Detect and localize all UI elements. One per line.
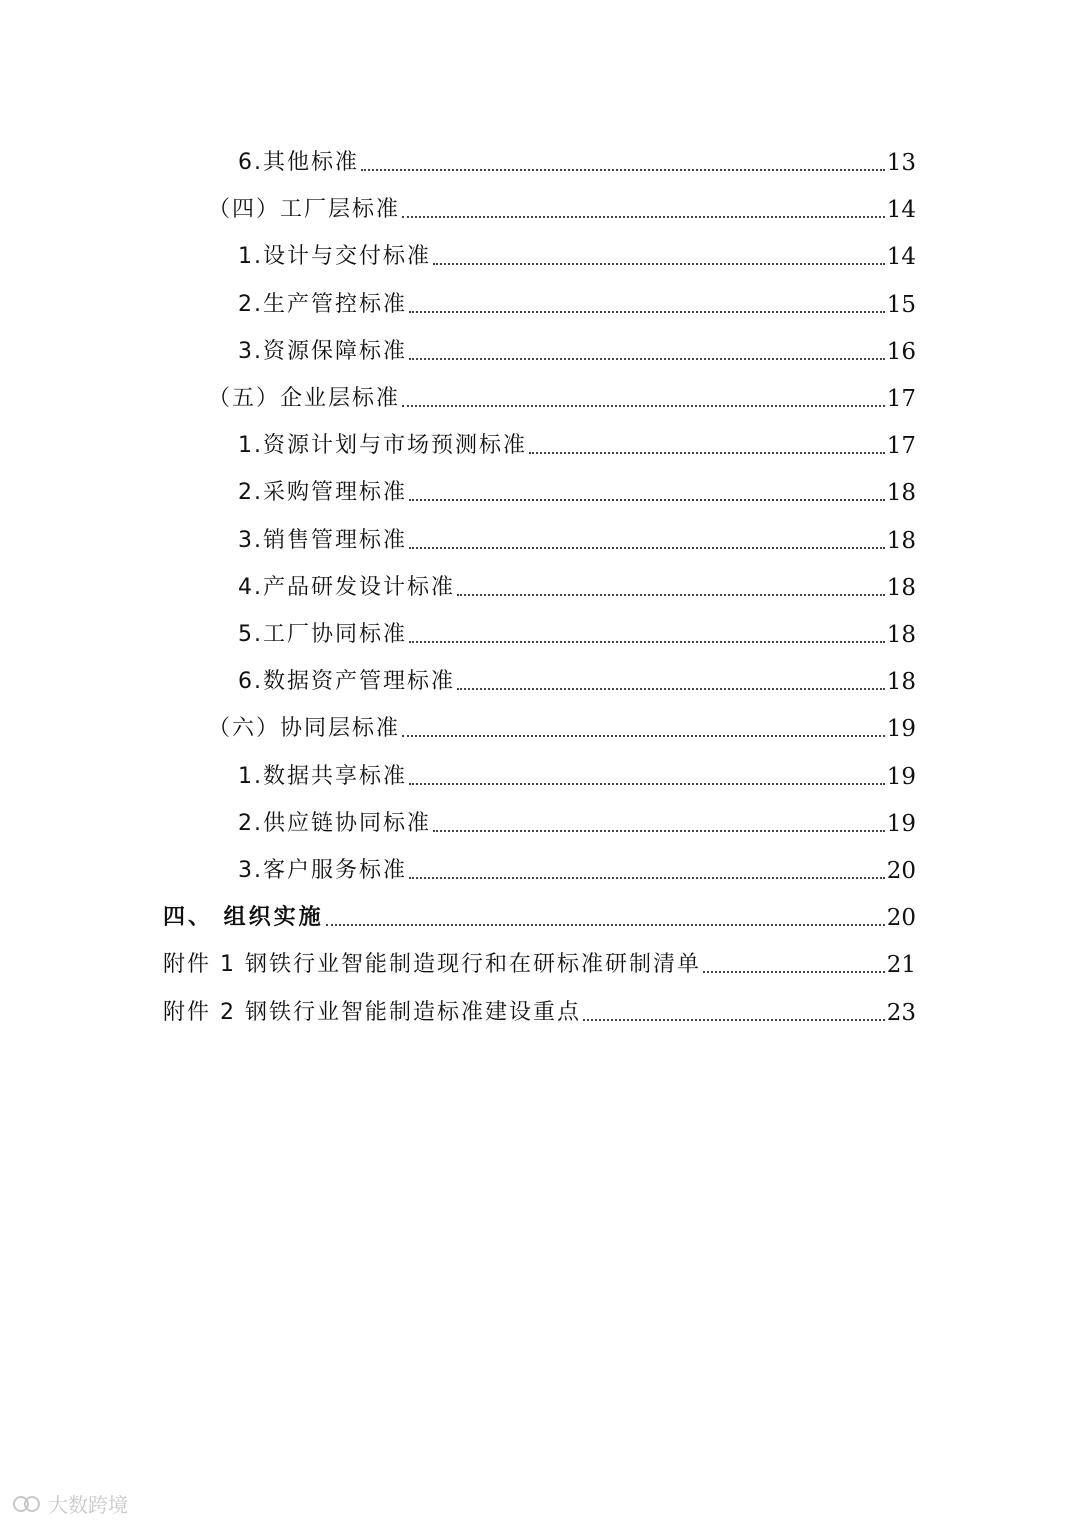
toc-dot-leader bbox=[703, 970, 885, 973]
toc-entry[interactable] bbox=[238, 516, 916, 556]
toc-entry-page-number: 13 bbox=[886, 150, 916, 176]
toc-entry-title: 5.工厂协同标准 bbox=[238, 622, 407, 647]
toc-entry-page-number: 20 bbox=[886, 858, 916, 884]
toc-entry[interactable] bbox=[238, 468, 916, 508]
toc-entry-page-number: 16 bbox=[886, 338, 916, 365]
toc-entry[interactable] bbox=[163, 988, 916, 1028]
toc-entry[interactable] bbox=[208, 374, 916, 414]
toc-entry-page-number: 17 bbox=[886, 386, 916, 412]
toc-entry-title: 2.采购管理标准 bbox=[238, 480, 407, 506]
toc-entry-page-number: 18 bbox=[886, 527, 916, 554]
toc-entry[interactable] bbox=[163, 893, 916, 933]
toc-entry-page-number: 14 bbox=[886, 197, 916, 224]
toc-entry[interactable] bbox=[238, 563, 916, 603]
toc-dot-leader bbox=[409, 876, 885, 879]
brand-logo-icon bbox=[12, 1493, 42, 1515]
toc-entry-page-number: 19 bbox=[886, 810, 916, 837]
toc-dot-leader bbox=[402, 404, 885, 407]
toc-entry-title: 4.产品研发设计标准 bbox=[238, 574, 455, 600]
toc-entry[interactable] bbox=[163, 940, 916, 980]
toc-dot-leader bbox=[409, 498, 885, 501]
toc-dot-leader bbox=[409, 782, 885, 785]
toc-entry-title: 1.数据共享标准 bbox=[238, 763, 407, 789]
toc-entry-page-number: 23 bbox=[886, 999, 916, 1026]
watermark bbox=[12, 1489, 128, 1518]
toc-entry[interactable] bbox=[238, 280, 916, 320]
toc-entry-page-number: 14 bbox=[886, 244, 916, 271]
toc-dot-leader bbox=[409, 546, 885, 549]
toc-dot-leader bbox=[433, 262, 885, 265]
toc-entry-title: 6.数据资产管理标准 bbox=[238, 669, 455, 695]
toc-entry-page-number: 21 bbox=[886, 952, 916, 979]
toc-dot-leader bbox=[409, 640, 885, 643]
toc-entry-page-number: 15 bbox=[886, 291, 916, 318]
toc-dot-leader bbox=[326, 923, 885, 926]
toc-entry-page-number: 18 bbox=[886, 622, 916, 648]
toc-entry-page-number: 17 bbox=[886, 433, 916, 460]
toc-entry-title: 3.销售管理标准 bbox=[238, 527, 407, 553]
toc-entry-title: 2.供应链协同标准 bbox=[238, 810, 431, 836]
toc-entry-title: 1.设计与交付标准 bbox=[238, 244, 431, 270]
toc-dot-leader bbox=[433, 829, 885, 832]
toc-entry-title: （四）工厂层标准 bbox=[208, 197, 401, 223]
toc-entry-title: 1.资源计划与市场预测标准 bbox=[238, 433, 527, 459]
toc-entry[interactable] bbox=[238, 657, 916, 697]
toc-dot-leader bbox=[529, 451, 885, 454]
watermark-text: 大数跨境 bbox=[48, 1493, 128, 1517]
toc-entry-title: （五）企业层标准 bbox=[208, 386, 401, 411]
toc-entry-title: 3.客户服务标准 bbox=[238, 858, 407, 883]
toc-entry-page-number: 20 bbox=[886, 905, 916, 932]
toc-entry-title: 2.生产管控标准 bbox=[238, 291, 407, 317]
toc-entry-page-number: 18 bbox=[886, 480, 916, 507]
toc-entry[interactable] bbox=[238, 610, 916, 650]
toc-dot-leader bbox=[457, 687, 885, 690]
toc-entry-title: 3.资源保障标准 bbox=[238, 338, 407, 364]
toc-dot-leader bbox=[409, 357, 885, 360]
toc-entry[interactable] bbox=[238, 421, 916, 461]
toc-dot-leader bbox=[583, 1018, 885, 1021]
toc-dot-leader bbox=[361, 168, 885, 171]
toc-entry-page-number: 19 bbox=[886, 763, 916, 790]
toc-entry[interactable] bbox=[238, 752, 916, 792]
toc-dot-leader bbox=[402, 215, 885, 218]
toc-entry[interactable] bbox=[208, 704, 916, 744]
toc-entry-page-number: 19 bbox=[886, 716, 916, 743]
toc-dot-leader bbox=[402, 734, 885, 737]
toc-entry-page-number: 18 bbox=[886, 669, 916, 696]
toc-entry[interactable] bbox=[238, 846, 916, 886]
toc-entry[interactable] bbox=[238, 327, 916, 367]
toc-entry-title: 四、 组织实施 bbox=[163, 905, 324, 931]
toc-entry-title: （六）协同层标准 bbox=[208, 716, 401, 742]
toc-entry-title: 附件 2 钢铁行业智能制造标准建设重点 bbox=[163, 999, 581, 1025]
toc-entry-title: 附件 1 钢铁行业智能制造现行和在研标准研制清单 bbox=[163, 952, 701, 978]
toc-entry[interactable] bbox=[238, 799, 916, 839]
toc-dot-leader bbox=[457, 593, 885, 596]
toc-entry[interactable] bbox=[208, 185, 916, 225]
toc-entry-title: 6.其他标准 bbox=[238, 150, 359, 175]
toc-dot-leader bbox=[409, 310, 885, 313]
toc-entry[interactable] bbox=[238, 232, 916, 272]
toc-entry[interactable] bbox=[238, 138, 916, 178]
toc-entry-page-number: 18 bbox=[886, 574, 916, 601]
